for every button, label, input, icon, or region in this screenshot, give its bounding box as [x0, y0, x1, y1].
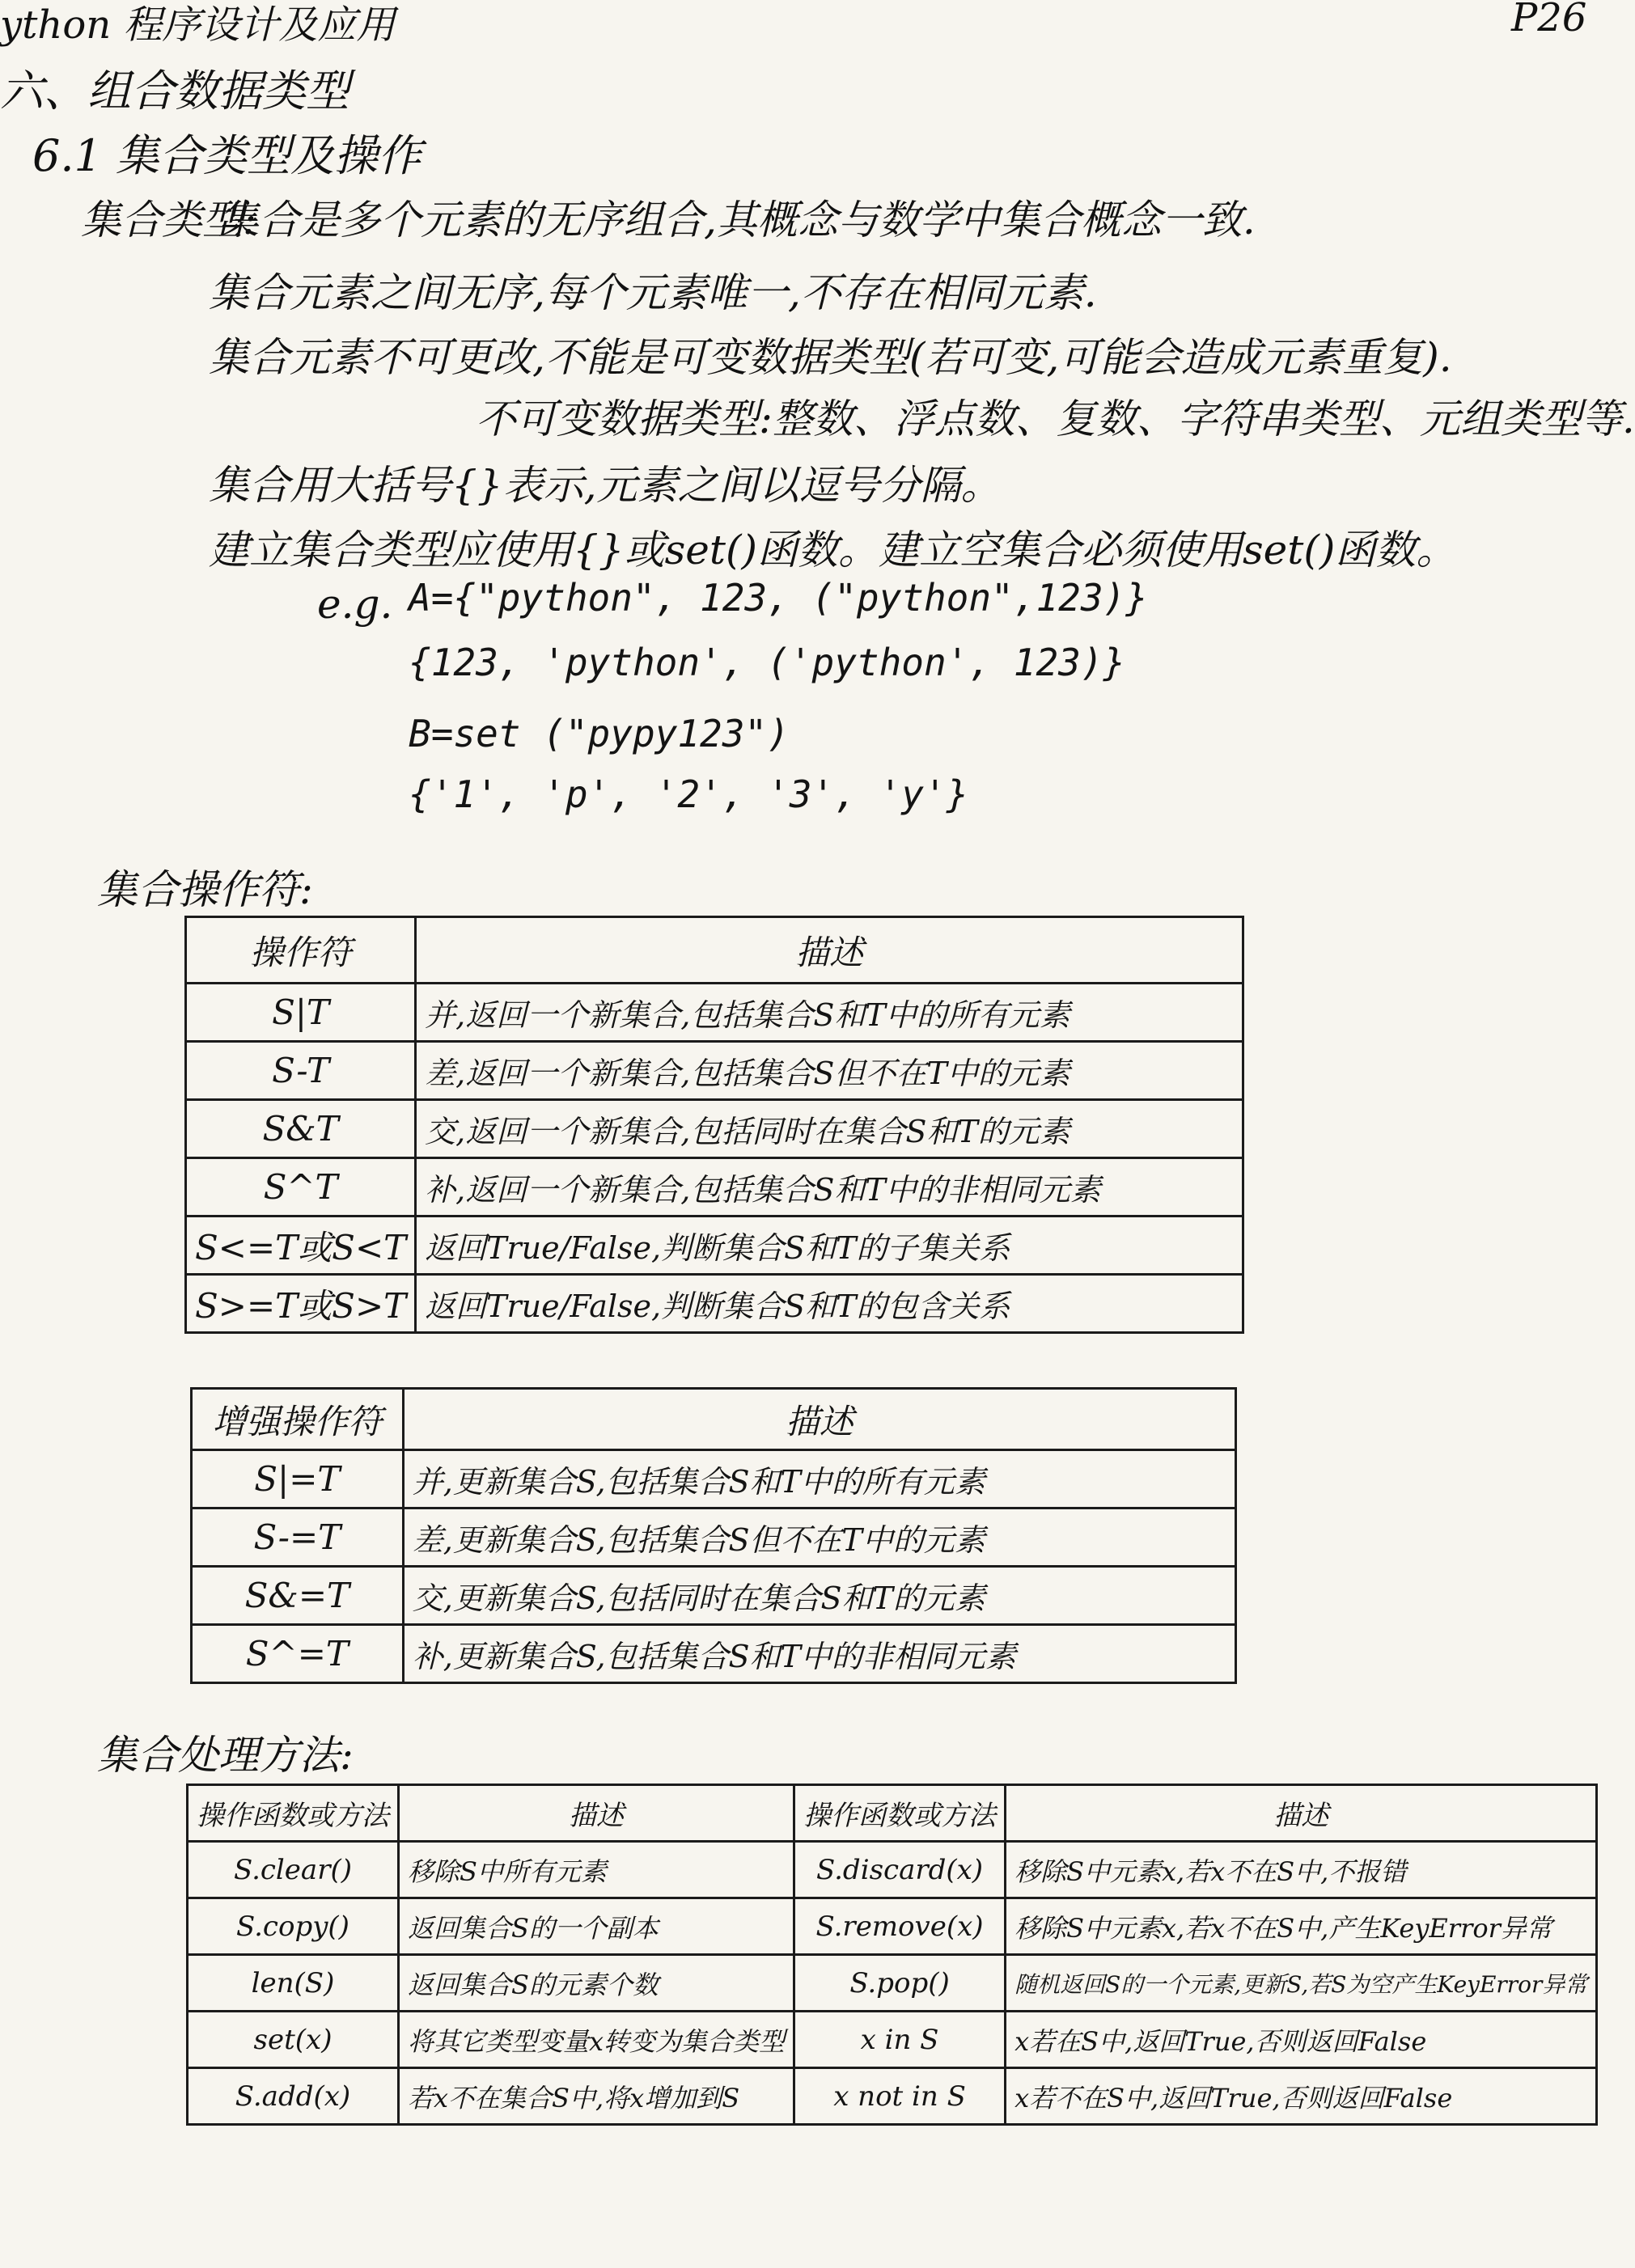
table-row: [192, 1450, 1236, 1508]
description-cell: 并,更新集合S,包括集合S和T中的所有元素: [403, 1450, 1235, 1508]
description-cell: 差,返回一个新集合,包括集合S但不在T中的元素: [416, 1042, 1243, 1100]
example-code: B=set ("pypy123"): [409, 712, 790, 755]
method-cell: set(x): [188, 2012, 399, 2068]
operator-cell: S-T: [186, 1042, 416, 1100]
operator-cell: S&=T: [192, 1567, 404, 1625]
augmented-operators-table: [190, 1387, 1237, 1684]
table-row: [192, 1508, 1236, 1567]
example-code: A={"python", 123, ("python",123)}: [409, 576, 1148, 620]
description-cell: 返回集合S的元素个数: [399, 1955, 794, 2012]
method-cell: S.copy(): [188, 1898, 399, 1955]
header-cell: 操作符: [186, 917, 416, 984]
header-cell: 描述: [403, 1389, 1235, 1450]
operator-cell: S>=T或S>T: [186, 1275, 416, 1333]
methods-title: 集合处理方法:: [97, 1732, 354, 1779]
table-row: [188, 1898, 1597, 1955]
description-cell: 返回集合S的一个副本: [399, 1898, 794, 1955]
method-cell: x in S: [794, 2012, 1006, 2068]
set-type-line: 集合用大括号{}表示,元素之间以逗号分隔。: [209, 462, 1002, 509]
operator-cell: S|T: [186, 984, 416, 1042]
table-header-row: [192, 1389, 1236, 1450]
table-row: [186, 1100, 1243, 1158]
method-cell: S.add(x): [188, 2068, 399, 2125]
set-type-line: 集合元素不可更改,不能是可变数据类型(若可变,可能会造成元素重复).: [209, 334, 1452, 381]
header-cell: 描述: [399, 1785, 794, 1842]
method-cell: len(S): [188, 1955, 399, 2012]
set-type-line: 集合是多个元素的无序组合,其概念与数学中集合概念一致.: [218, 197, 1256, 243]
description-cell: 并,返回一个新集合,包括集合S和T中的所有元素: [416, 984, 1243, 1042]
table-header-row: [188, 1785, 1597, 1842]
example-label: e.g.: [317, 581, 393, 628]
page-number: P26: [1511, 0, 1587, 40]
method-cell: S.discard(x): [794, 1842, 1006, 1898]
description-cell: 将其它类型变量x转变为集合类型: [399, 2012, 794, 2068]
operators-table: [184, 916, 1244, 1334]
set-type-line: 不可变数据类型:整数、浮点数、复数、字符串类型、元组类型等.: [476, 396, 1635, 442]
description-cell: 移除S中元素x,若x不在S中,不报错: [1006, 1842, 1597, 1898]
description-cell: 交,更新集合S,包括同时在集合S和T的元素: [403, 1567, 1235, 1625]
description-cell: 随机返回S的一个元素,更新S,若S为空产生KeyError异常: [1006, 1955, 1597, 2012]
operator-cell: S|=T: [192, 1450, 404, 1508]
header-cell: 操作函数或方法: [188, 1785, 399, 1842]
set-type-label: 集合类型:: [81, 197, 256, 243]
course-title: ython 程序设计及应用: [0, 2, 396, 48]
table-row: [186, 1158, 1243, 1217]
set-type-line: 建立集合类型应使用{}或set()函数。建立空集合必须使用set()函数。: [209, 527, 1457, 573]
chapter-title: 六、组合数据类型: [0, 66, 349, 116]
example-code: {123, 'python', ('python', 123)}: [409, 641, 1126, 684]
operator-cell: S^=T: [192, 1625, 404, 1683]
operator-cell: S^T: [186, 1158, 416, 1217]
header-cell: 增强操作符: [192, 1389, 404, 1450]
description-cell: 若x不在集合S中,将x增加到S: [399, 2068, 794, 2125]
table-row: [186, 1275, 1243, 1333]
description-cell: 交,返回一个新集合,包括同时在集合S和T的元素: [416, 1100, 1243, 1158]
methods-table: [186, 1784, 1598, 2126]
operator-cell: S&T: [186, 1100, 416, 1158]
table-row: [188, 1955, 1597, 2012]
description-cell: 移除S中所有元素: [399, 1842, 794, 1898]
table-row: [186, 1042, 1243, 1100]
description-cell: 补,更新集合S,包括集合S和T中的非相同元素: [403, 1625, 1235, 1683]
table-row: [192, 1625, 1236, 1683]
method-cell: x not in S: [794, 2068, 1006, 2125]
description-cell: 返回True/False,判断集合S和T的子集关系: [416, 1217, 1243, 1275]
method-cell: S.clear(): [188, 1842, 399, 1898]
table-row: [192, 1567, 1236, 1625]
operator-cell: S-=T: [192, 1508, 404, 1567]
description-cell: x若在S中,返回True,否则返回False: [1006, 2012, 1597, 2068]
method-cell: S.pop(): [794, 1955, 1006, 2012]
header-cell: 描述: [416, 917, 1243, 984]
operator-cell: S<=T或S<T: [186, 1217, 416, 1275]
header-cell: 描述: [1006, 1785, 1597, 1842]
table-row: [186, 1217, 1243, 1275]
description-cell: 差,更新集合S,包括集合S但不在T中的元素: [403, 1508, 1235, 1567]
table-row: [188, 1842, 1597, 1898]
description-cell: 补,返回一个新集合,包括集合S和T中的非相同元素: [416, 1158, 1243, 1217]
example-code: {'1', 'p', '2', '3', 'y'}: [409, 772, 969, 816]
section-title: 6.1 集合类型及操作: [32, 130, 422, 181]
description-cell: 返回True/False,判断集合S和T的包含关系: [416, 1275, 1243, 1333]
operators-title: 集合操作符:: [97, 866, 313, 913]
description-cell: 移除S中元素x,若x不在S中,产生KeyError异常: [1006, 1898, 1597, 1955]
table-row: [188, 2068, 1597, 2125]
table-header-row: [186, 917, 1243, 984]
table-row: [186, 984, 1243, 1042]
table-row: [188, 2012, 1597, 2068]
header-cell: 操作函数或方法: [794, 1785, 1006, 1842]
set-type-line: 集合元素之间无序,每个元素唯一,不存在相同元素.: [209, 269, 1097, 316]
description-cell: x若不在S中,返回True,否则返回False: [1006, 2068, 1597, 2125]
method-cell: S.remove(x): [794, 1898, 1006, 1955]
